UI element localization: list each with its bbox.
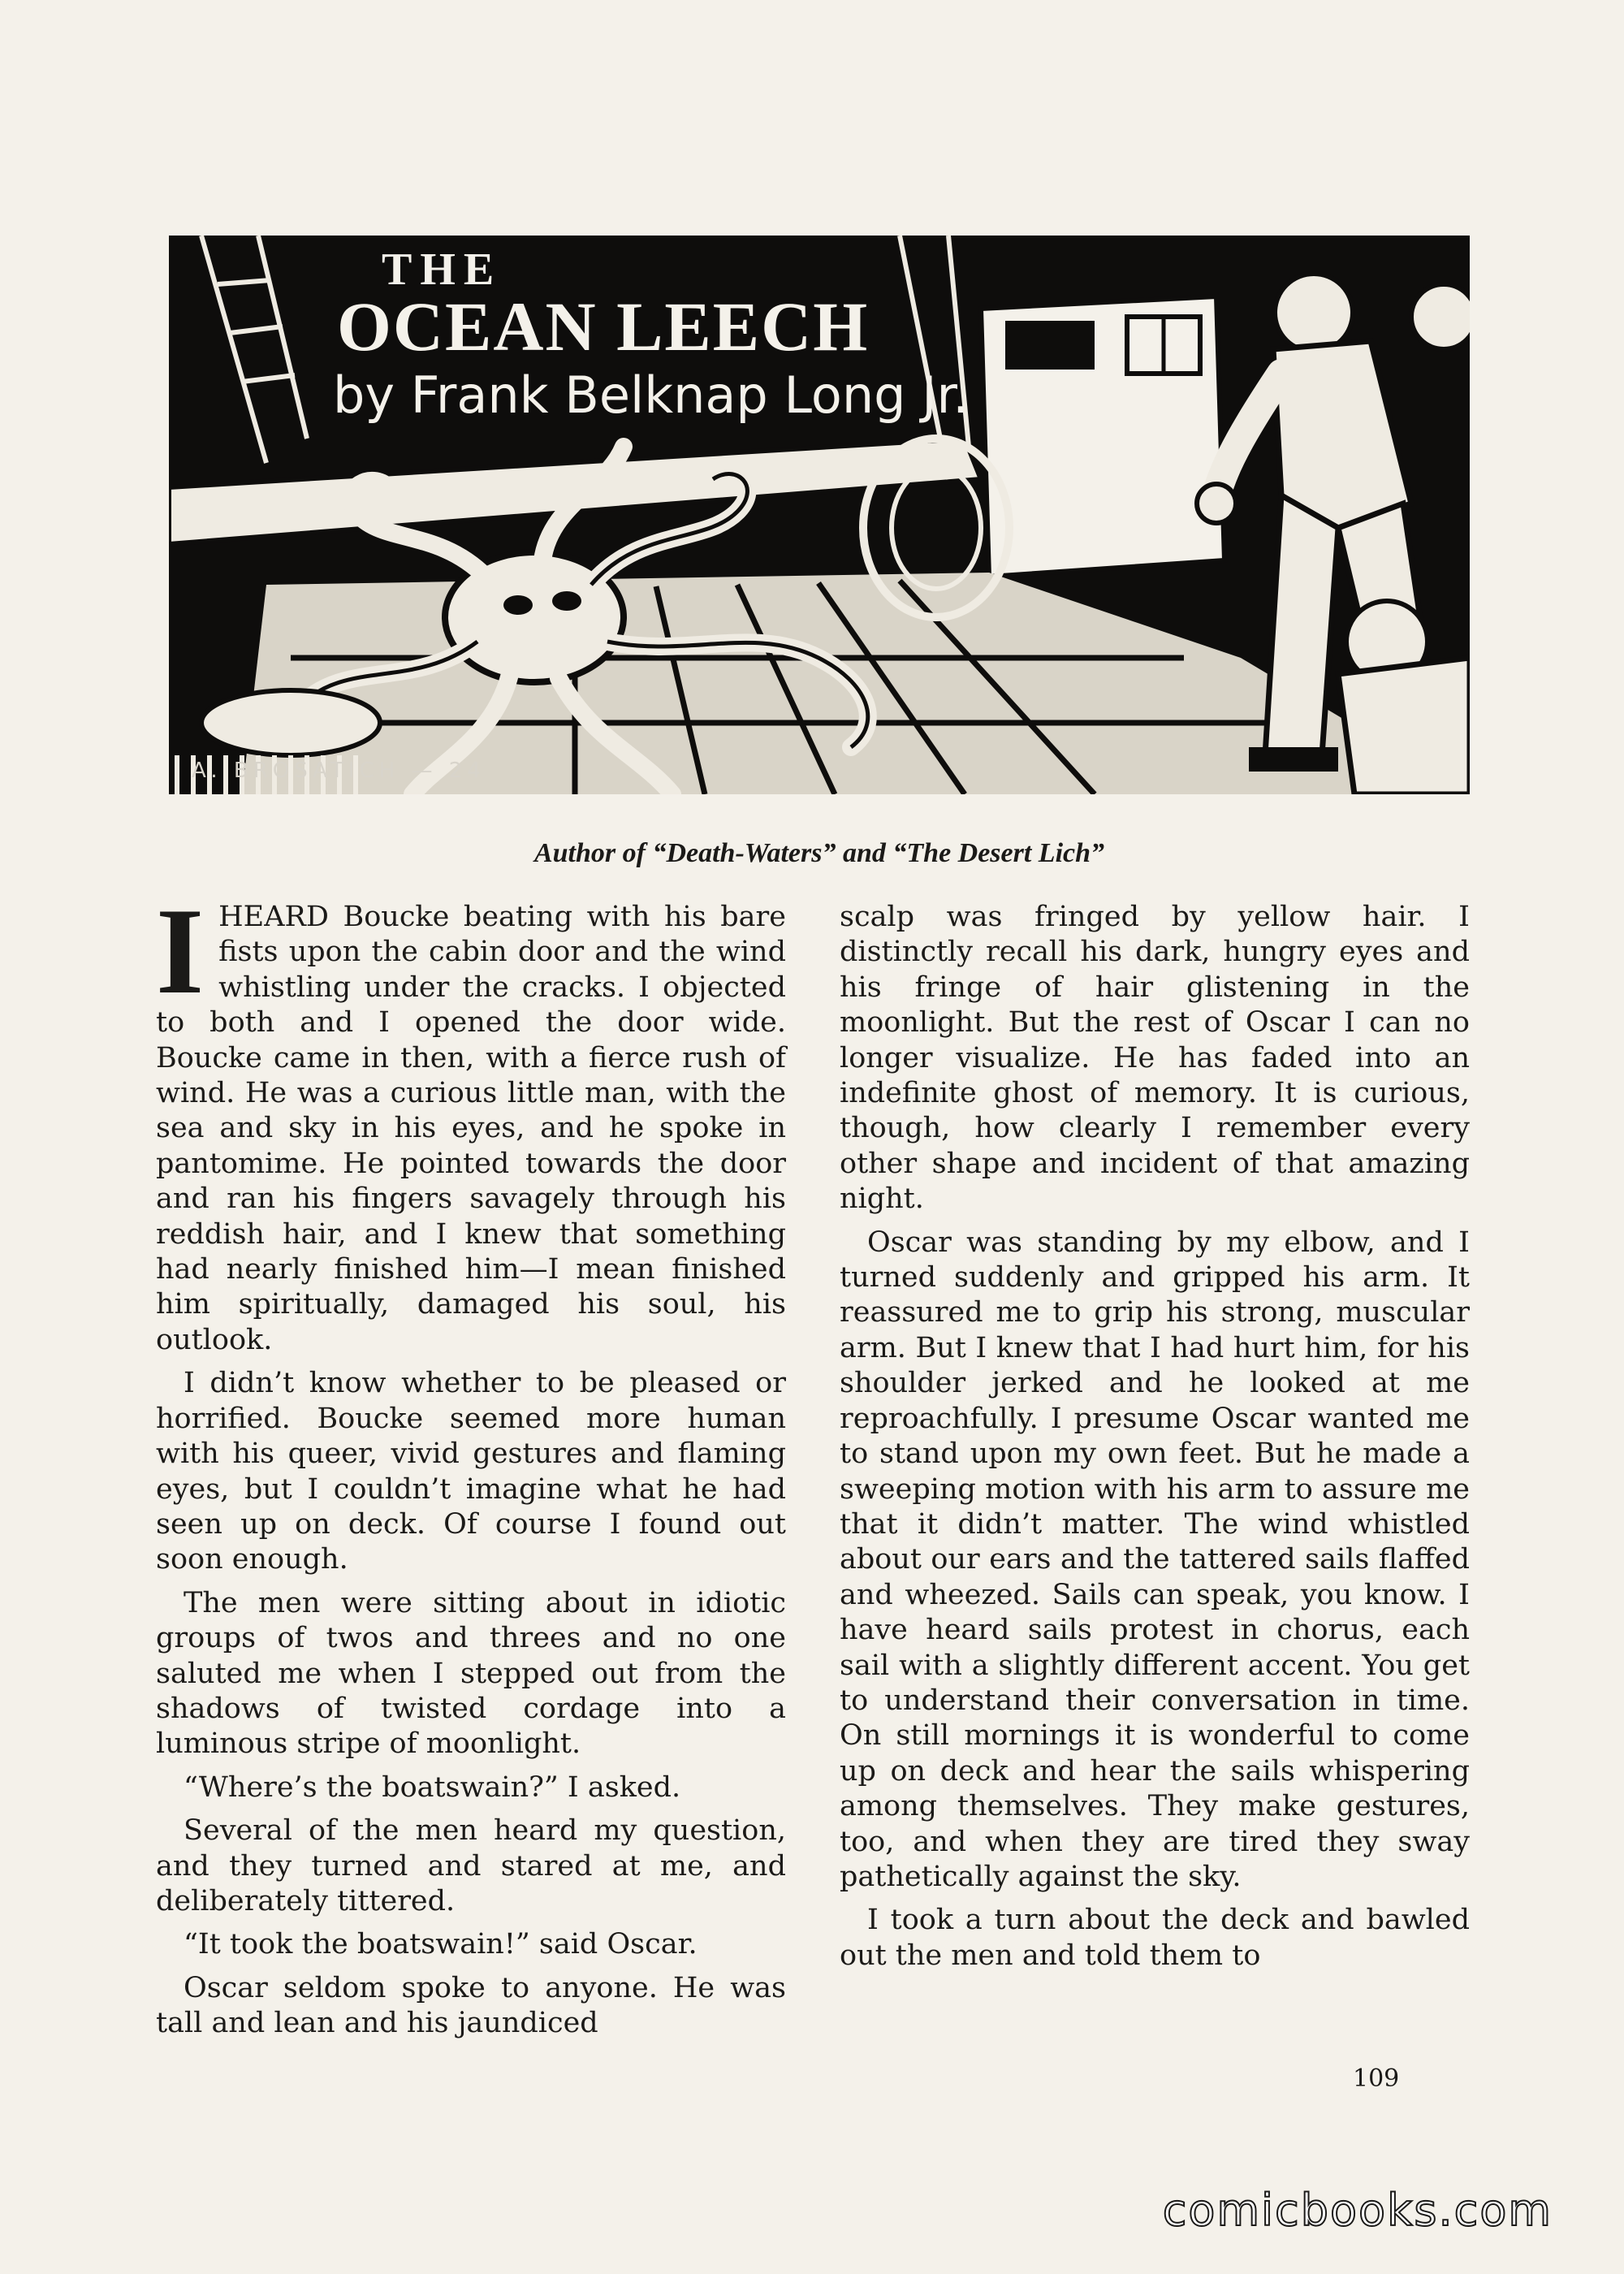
paragraph: Oscar was standing by my elbow, and I turned suddenly and gripped his arm. It reassured me to grip his strong, muscular arm. But I knew that I had hurt him, for his shoulder jerked and he looked at me reproachfully. I presume Oscar wanted me to stand upon my own feet. But he made a sweeping motion with his arm to assure me that it didn’t matter. The wind whistled about our ears and the tattered sails flaffed and wheezed. Sails can speak, you know. I have heard sails protest in chorus, each sail with a slightly different accent. You get to understand their conversation in time. On still mornings it is wonderful to come up on deck and hear the sails whispering among themselves. They make gestures, too, and when they are tired they sway pathetically against the sky. — [840, 1226, 1470, 1893]
paragraph: I took a turn about the deck and bawled out the men and told them to — [840, 1904, 1470, 1972]
paragraph: I didn’t know whether to be pleased or horrified. Boucke seemed more human with his queer, vivid gestures and flaming eyes, but I couldn’t imagine what he had seen up on deck. Of course I found out soon enough. — [156, 1367, 786, 1576]
right-column — [840, 900, 1470, 1982]
story-title: OCEAN LEECH — [337, 287, 870, 365]
author-caption: Author of “Death-Waters” and “The Desert Lich” — [533, 838, 1105, 868]
paragraph: “Where’s the boatswain?” I asked. — [184, 1770, 681, 1804]
paragraph: Oscar seldom spoke to anyone. He was tall and lean and his jaundiced — [156, 1971, 786, 2040]
paragraph — [156, 883, 786, 1358]
paragraph: The men were sitting about in idiotic groups of twos and threes and no one saluted me when I stepped out from the shadows of twisted cordage into a luminous stripe of moonlight. — [156, 1586, 786, 1761]
paragraph-text: HEARD Boucke beating with his bare fists upon the cabin door and the wind whistling under the cracks. I objected to both and I opened the door wide. Boucke came in then, with a fierce rush of wind. He was a curious little man, with the sea and sky in his eyes, and he spoke in pantomime. He pointed towards the door and ran his fingers savagely through his reddish hair, and I knew that something had nearly finished him—I mean finished him spiritually, damaged his soul, his outlook. — [156, 901, 786, 1356]
author-byline: by Frank Belknap Long Jr. — [333, 365, 969, 425]
drop-cap: I — [156, 883, 205, 1019]
page-number: 109 — [1353, 2064, 1400, 2093]
paragraph: “It took the boatswain!” said Oscar. — [184, 1928, 698, 1961]
watermark: comicbooks.com — [1162, 2185, 1553, 2236]
title-the: THE — [382, 244, 503, 295]
paragraph: Several of the men heard my question, and they turned and stared at me, and deliberately tittered. — [156, 1814, 786, 1917]
paragraph: scalp was fringed by yellow hair. I distinctly recall his dark, hungry eyes and his fringe of hair glistening in the moonlight. But the rest of Oscar I can no longer visualize. He has faded into an indefinite ghost of memory. It is curious, though, how clearly I remember every other shape and incident of that amazing night. — [840, 901, 1470, 1216]
left-column — [156, 883, 786, 2050]
artist-signature: A. BROSATICH — 24 — [192, 759, 486, 783]
